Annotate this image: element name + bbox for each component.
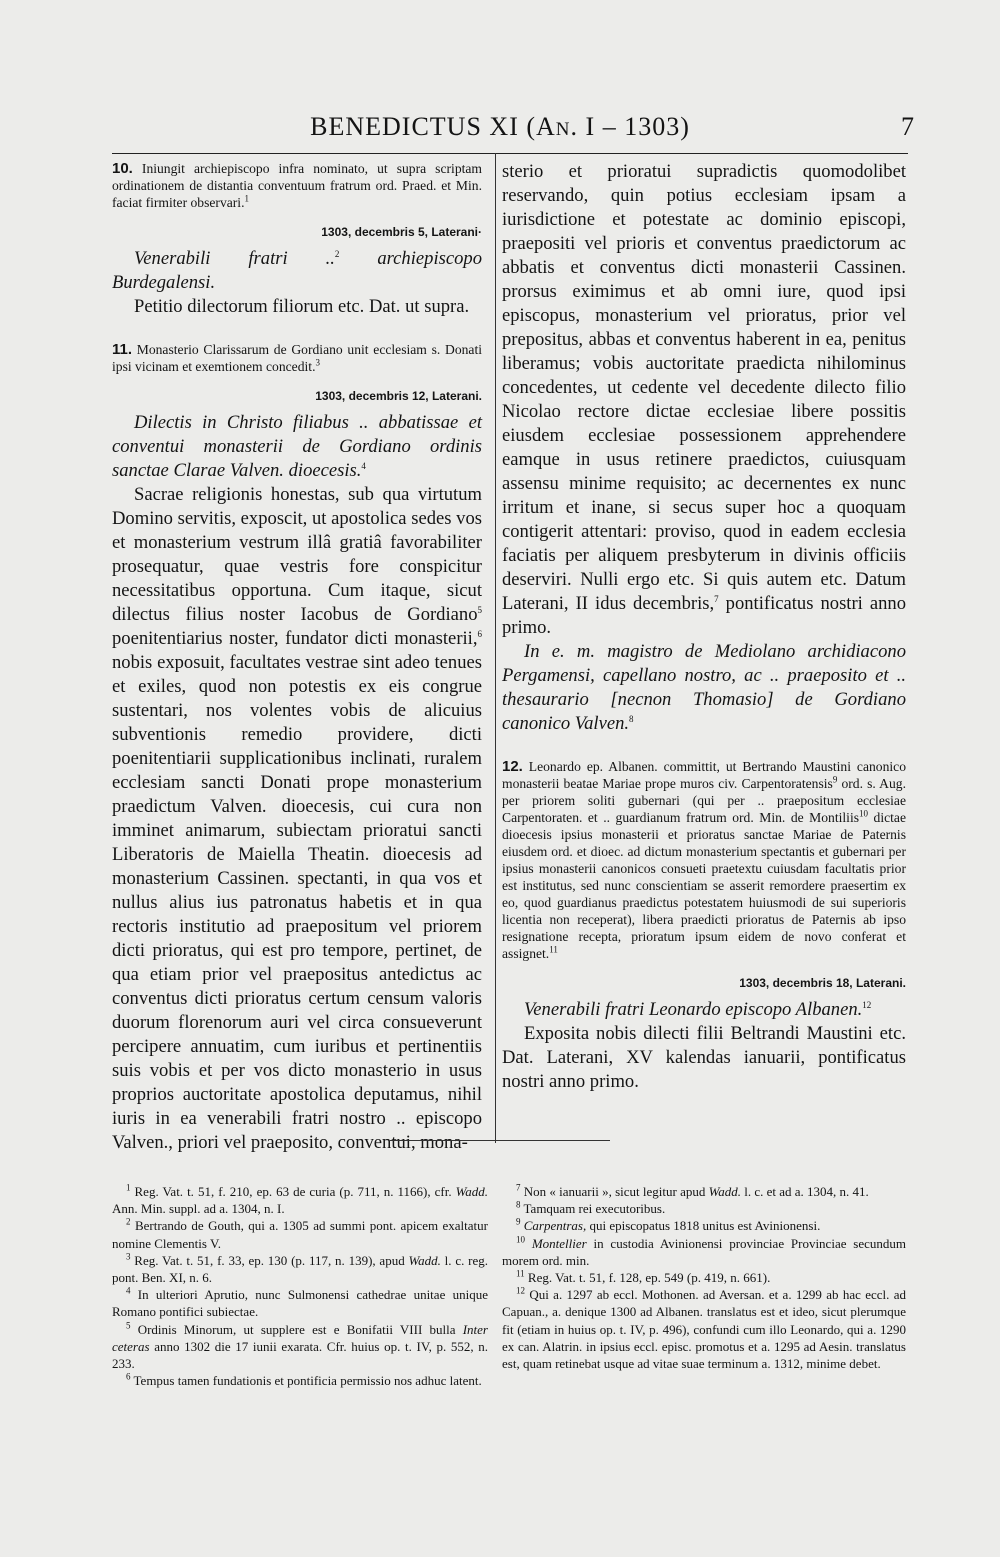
in-eundem-modum: In e. m. magistro de Mediolano archidiacono Pergamensi, capellano nostro, ac .. praeposito et .. thesaurario [necnon Thomasio] de Gordiano canonico Valven.$^8$ [502,641,906,734]
footnote: $^7$ Non « ianuarii », sicut legitur apud Wadd. l. c. et ad a. 1304, n. 41. [516,1182,869,1199]
footnotes-right [502,1183,906,1372]
footnote: $^9$ Carpentras, qui episcopatus 1818 unitus est Avinionensi. [516,1217,821,1234]
section-10-summary: 10. Iniungit archiepiscopo infra nominato, ut supra scriptam ordinationem de distantia conventuum fratrum ord. Praed. et Min. faciat firmiter observari.$^1$ [112,160,482,210]
right-column [502,160,906,1094]
section-12-text: Exposita nobis dilecti filii Beltrandi Maustini etc. Dat. Laterani, XV kalendas ianuarii, pontificatus nostri anno primo. [502,1023,906,1092]
footnote-rule [390,1140,610,1141]
section-11-date: 1303, decembris 12, Laterani. [315,389,482,403]
section-10-text: Petitio dilectorum filiorum etc. Dat. ut supra. [134,296,470,317]
section-11-continuation: sterio et prioratui supradictis quomodolibet reservando, quin potius ecclesiam ipsam a iurisdictione et potestate ac dominio episcopi, praepositi vel prioris et conventus praedictorum ac abbatis et conventus dicti monasterii Cassinen. prorsus eximimus et ab omni iure, quod ipsi episcopus, monasterium vel prioratus, prior vel prepositus, abbas et conventus haberent in ea, penitus liberamus; vobis auctoritate praedicta nihilominus concedentes, ut cedente vel decedente dilecto filio Nicolao rectore dictae ecclesiae libere possitis eiusdem ecclesiae possessionem apprehendere eamque in usus retinere praedictos, cuiusquam assensu minime requisito; ac decernentes ex nunc irritum et inane, si secus super hoc a quoquam contigerit attentari: proviso, quod in eadem ecclesia faciatis per aliquem presbyterum in divinis officiis deserviri. Nulli ergo etc. Si quis autem etc. Datum Laterani, II idus decembris,$^7$ pontificatus nostri anno primo. [502,161,907,638]
footnote: $^5$ Ordinis Minorum, ut supplere est e Bonifatii VIII bulla Inter ceteras anno 1302 die 17 iunii exarata. Cfr. huius op. t. IV, p. 552, n. 233. [112,1320,488,1372]
column-divider [495,153,496,1143]
running-header [0,112,1000,148]
section-10-address: Venerabili fratri ..$^2$ archiepiscopo Burdegalensi. [112,248,482,293]
left-column [112,160,482,1155]
footnote: $^6$ Tempus tamen fundationis et pontificia permissio nos adhuc latent. [126,1371,482,1389]
section-11-text: Sacrae religionis honestas, sub qua virtutum Domino servitis, exposcit, ut apostolica sedes vos et monasterium vestrum illâ gratiâ favorabiliter prosequatur, quae vestris fore conspicitur necessitatibus opportuna. Cum itaque, sicut dilectus filius noster Iacobus de Gordiano$^5$ poenitentiarius noster, fundator dicti monasterii,$^6$ nobis exposuit, facultates vestrae sint adeo tenues et exiles, quod non potestis ex eis congrue sustentari, nos volentes vobis de alicuius subventionis remedio providere, dicti poenitentiarii supplicationibus inclinati, ruralem ecclesiam sancti Donati prope monasterium praedictum Valven. dioecesis, cui cura non imminet animarum, subiectam prioratui sancti Liberatoris de Maiella Theatin. dioecesis ad monasterium Cassinen. spectanti, in qua vos et nullus alius ius patronatus habetis et in qua rectoris institutio ad praepositum vel priorem dicti prioratus, qui est pro tempore, pertinet, de qua etiam prior vel praepositus antedictus ac conventus dicti prioratus certum censum valoris duorum florenorum auri vel circa consueverunt percipere annuatim, cum iuribus et pertinentiis suis vobis et per vos dicto monasterio in usus proprios auctoritate apostolica deputamus, nihil iuris in ea venerabili fratri nostro .. episcopo Valven., priori vel praeposito, conventui, mona- [112,484,482,1153]
section-10-date: 1303, decembris 5, Laterani· [321,225,482,239]
header-title: BENEDICTUS XI (AN. I – 1303) [310,112,690,141]
section-12-address: Venerabili fratri Leonardo episcopo Albanen.$^{12}$ [524,999,872,1020]
footnote: $^3$ Reg. Vat. t. 51, f. 33, ep. 130 (p. 117, n. 139), apud Wadd. l. c. reg. pont. Ben. XI, n. 6. [112,1251,488,1286]
section-11-address: Dilectis in Christo filiabus .. abbatissae et conventui monasterii de Gordiano ordinis sanctae Clarae Valven. dioecesis.$^4$ [112,412,482,481]
footnote: $^4$ In ulteriori Aprutio, nunc Sulmonensi cathedrae unitae unique Romano pontifici subiectae. [112,1285,488,1320]
footnote: $^{12}$ Qui a. 1297 ab eccl. Mothonen. ad Aversan. et a. 1299 ab hac eccl. ad Capuan., a. denique 1300 ad Albanen. translatus est et ideo, sicut plerumque fit (etiam in huius op. t. IV, p. 496), confundi cum illo Leonardo, qui a. 1290 ex can. Alatrin. in ipsius eccl. episc. promotus et a. 1295 ad Aesin. translatus est, quam retinebat usque ad vitae suae terminum a. 1312, minime debet. [502,1285,906,1372]
header-rule [112,153,908,154]
footnote: $^{10}$ Montellier in custodia Avinionensi provinciae Provinciae secundum morem ord. min. [502,1234,906,1268]
footnote: $^8$ Tamquam rei executoribus. [516,1199,666,1217]
footnote: $^2$ Bertrando de Gouth, qui a. 1305 ad summi pont. apicem exaltatur nomine Clementis V. [112,1217,488,1251]
page-number: 7 [901,112,914,141]
footnote: $^1$ Reg. Vat. t. 51, f. 210, ep. 63 de curia (p. 711, n. 1166), cfr. Wadd. Ann. Min. suppl. ad a. 1304, n. I. [112,1182,488,1217]
section-12-summary: 12. Leonardo ep. Albanen. committit, ut Bertrando Maustini canonico monasterii beatae Mariae prope muros civ. Carpentoratensis$^9$ ord. s. Aug. per priorem soliti gubernari (qui per .. praepositum ecclesiae Carpentoraten. et .. guardianum fratrum ord. Min. de Montiliis$^{10}$ dictae dioecesis ipsius monasterii et prioratus sanctae Mariae de Paternis eiusdem ord. et dioec. ad dictum monasterium spectantis et gubernari per ipsius monasterii canonicos consueti praetextu cuiusdam facultatis prior est institutus, sed nunc conscientiam se asserit remordere praesertim ex eo, quod guardianus praedictus potestatem huiusmodi de sui superioris licentia non receperat), libera praedicti prioratus de Paternis ab ipso resignatione recepta, prioratum ipsum eidem de novo conferat et assignet.$^{11}$ [502,758,906,961]
footnote: $^{11}$ Reg. Vat. t. 51, f. 128, ep. 549 (p. 419, n. 661). [516,1268,771,1286]
footnotes-left [112,1183,488,1389]
section-12-date: 1303, decembris 18, Laterani. [739,976,906,990]
section-11-summary: 11. Monasterio Clarissarum de Gordiano unit ecclesiam s. Donati ipsi vicinam et exemtionem concedit.$^3$ [112,341,482,374]
